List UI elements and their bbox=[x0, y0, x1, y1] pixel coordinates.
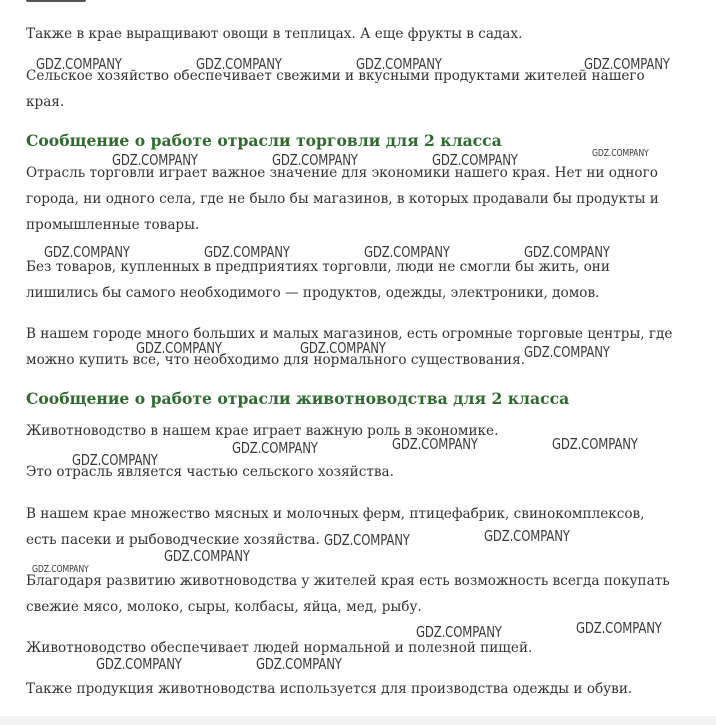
paragraph-line: В нашем крае множество мясных и молочных ферм, птицефабрик, свинокомплексов, bbox=[26, 506, 645, 522]
watermark: GDZ.COMPANY bbox=[592, 148, 649, 159]
watermark: GDZ.COMPANY bbox=[96, 655, 182, 673]
paragraph-line: свежие мясо, молоко, сыры, колбасы, яйца, мед, рыбу. bbox=[26, 599, 422, 615]
paragraph-livestock-role bbox=[26, 418, 498, 444]
paragraph-line: Также продукция животноводства используется для производства одежды и обуви. bbox=[26, 681, 633, 697]
watermark: GDZ.COMPANY bbox=[196, 55, 282, 73]
paragraph-line: Отрасль торговли играет важное значение для экономики нашего края. Нет ни одного bbox=[26, 165, 658, 181]
paragraph-line: Без товаров, купленных в предприятиях торговли, люди не смогли бы жить, они bbox=[26, 259, 610, 275]
paragraph-line: В нашем городе много больших и малых магазинов, есть огромные торговые центры, где bbox=[26, 326, 673, 342]
paragraph-line: Животноводство обеспечивает людей нормальной и полезной пищей. bbox=[26, 640, 533, 656]
paragraph-livestock-branch bbox=[26, 459, 394, 485]
watermark: GDZ.COMPANY bbox=[552, 435, 638, 453]
watermark: GDZ.COMPANY bbox=[112, 151, 198, 169]
watermark: GDZ.COMPANY bbox=[432, 151, 518, 169]
paragraph-line: Также в крае выращивают овощи в теплицах. А еще фрукты в садах. bbox=[26, 26, 523, 42]
paragraph-line: Животноводство в нашем крае играет важную роль в экономике. bbox=[26, 423, 499, 439]
watermark: GDZ.COMPANY bbox=[576, 619, 662, 637]
paragraph-livestock-farms bbox=[26, 501, 645, 553]
paragraph-trade-shops bbox=[26, 321, 672, 373]
paragraph-line: Благодаря развитию животноводства у жителей края есть возможность всегда покупать bbox=[26, 573, 670, 589]
paragraph-vegetables bbox=[26, 21, 522, 47]
paragraph-line: лишились бы самого необходимого — продуктов, одежды, электроники, домов. bbox=[26, 285, 600, 301]
watermark: GDZ.COMPANY bbox=[324, 531, 410, 549]
watermark: GDZ.COMPANY bbox=[232, 439, 318, 457]
paragraph-livestock-products bbox=[26, 568, 670, 620]
paragraph-line: можно купить все, что необходимо для нормального существования. bbox=[26, 352, 525, 368]
watermark: GDZ.COMPANY bbox=[356, 55, 442, 73]
watermark: GDZ.COMPANY bbox=[204, 243, 290, 261]
paragraph-line: Это отрасль является частью сельского хозяйства. bbox=[26, 464, 394, 480]
paragraph-line: есть пасеки и рыбоводческие хозяйства. bbox=[26, 532, 320, 548]
watermark: GDZ.COMPANY bbox=[392, 435, 478, 453]
heading-trade: Сообщение о работе отрасли торговли для 2 класса bbox=[26, 131, 502, 150]
watermark: GDZ.COMPANY bbox=[524, 343, 610, 361]
watermark: GDZ.COMPANY bbox=[524, 243, 610, 261]
watermark: GDZ.COMPANY bbox=[136, 339, 222, 357]
previous-content-fragment bbox=[0, 0, 716, 4]
watermark: GDZ.COMPANY bbox=[44, 243, 130, 261]
watermark: GDZ.COMPANY bbox=[256, 655, 342, 673]
watermark: GDZ.COMPANY bbox=[484, 527, 570, 545]
watermark: GDZ.COMPANY bbox=[36, 55, 122, 73]
watermark: GDZ.COMPANY bbox=[300, 339, 386, 357]
watermark: GDZ.COMPANY bbox=[272, 151, 358, 169]
paragraph-trade-goods bbox=[26, 254, 610, 306]
paragraph-line: промышленные товары. bbox=[26, 217, 200, 233]
heading-livestock: Сообщение о работе отрасли животноводства для 2 класса bbox=[26, 389, 570, 408]
paragraph-livestock-clothing bbox=[26, 676, 632, 702]
paragraph-line: города, ни одного села, где не было бы магазинов, в которых продавали бы продукты и bbox=[26, 191, 659, 207]
paragraph-trade-importance bbox=[26, 160, 659, 238]
watermark: GDZ.COMPANY bbox=[584, 55, 670, 73]
page-footer-strip bbox=[0, 716, 716, 725]
watermark: GDZ.COMPANY bbox=[364, 243, 450, 261]
watermark: GDZ.COMPANY bbox=[164, 547, 250, 565]
watermark: GDZ.COMPANY bbox=[32, 564, 89, 575]
watermark: GDZ.COMPANY bbox=[416, 623, 502, 641]
paragraph-livestock-food bbox=[26, 635, 532, 661]
paragraph-line: края. bbox=[26, 94, 65, 110]
watermark: GDZ.COMPANY bbox=[72, 451, 158, 469]
paragraph-agriculture bbox=[26, 63, 645, 115]
paragraph-line: Сельское хозяйство обеспечивает свежими и вкусными продуктами жителей нашего bbox=[26, 68, 645, 84]
